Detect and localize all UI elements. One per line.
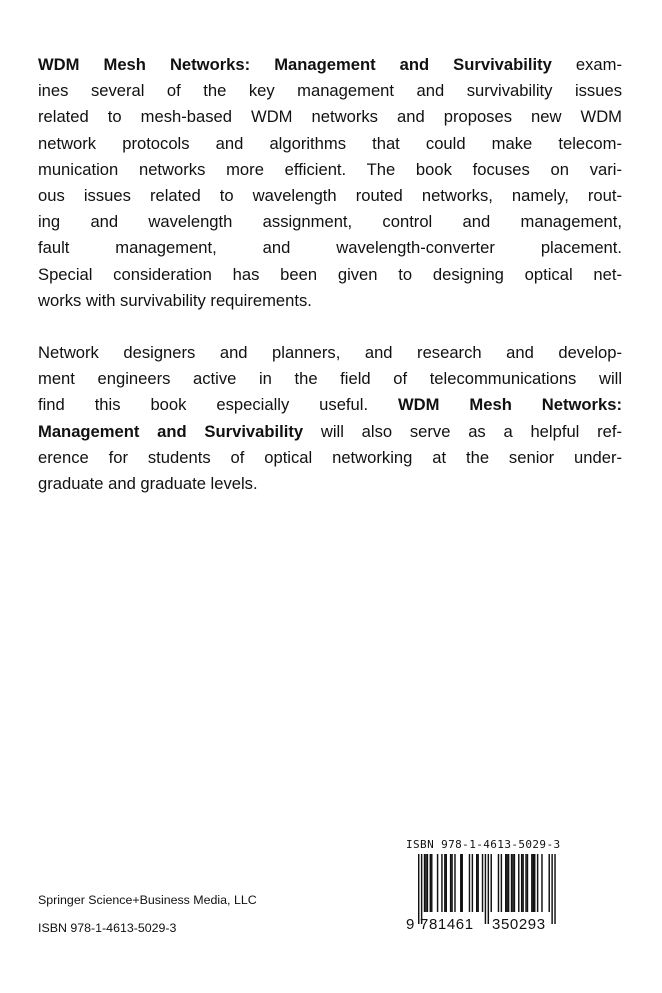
barcode-bar <box>446 854 447 912</box>
blurb-line: fault management, and wavelength-converter placement. <box>38 238 622 258</box>
blurb-line: find this book especially useful. WDM Mesh Networks: <box>38 395 622 415</box>
blurb-line: graduate and graduate levels. <box>38 474 258 494</box>
barcode-bar <box>534 854 535 912</box>
barcode-bar <box>462 854 463 912</box>
blurb-line: Network designers and planners, and research and develop- <box>38 343 622 363</box>
blurb-line: erence for students of optical networking at the senior under- <box>38 447 622 467</box>
barcode-bar <box>551 854 552 924</box>
barcode-bar <box>537 854 538 912</box>
back-cover-blurb <box>38 52 622 497</box>
barcode-bar <box>511 854 512 912</box>
barcode-bar <box>518 854 519 912</box>
book-title-bold: WDM Mesh Networks: <box>398 395 622 415</box>
barcode-bar <box>512 854 513 912</box>
barcode-bar <box>460 854 461 912</box>
barcode-bar <box>541 854 542 912</box>
barcode-bar <box>514 854 515 912</box>
blurb-line: ing and wavelength assignment, control and management, <box>38 212 622 232</box>
barcode-bar <box>482 854 483 912</box>
blurb-line: Special consideration has been given to designing optical net- <box>38 264 622 284</box>
barcode-digits-right: 350293 <box>492 916 546 933</box>
barcode-bar <box>498 854 499 912</box>
blurb-line: ous issues related to wavelength routed networks, namely, rout- <box>38 186 622 206</box>
publisher-name: Springer Science+Business Media, LLC <box>38 893 257 907</box>
isbn-text: ISBN 978-1-4613-5029-3 <box>38 921 177 935</box>
barcode-bar <box>549 854 550 912</box>
barcode-bar <box>451 854 452 912</box>
blurb-line: ines several of the key management and survivability issues <box>38 81 622 101</box>
blurb-paragraph-1 <box>38 52 622 314</box>
barcode-bar <box>491 854 492 912</box>
barcode-bar <box>522 854 523 912</box>
barcode-bar <box>505 854 506 912</box>
barcode-bar <box>525 854 526 912</box>
blurb-line: network protocols and algorithms that could make telecom- <box>38 133 622 153</box>
blurb-line: munication networks more efficient. The book focuses on vari- <box>38 159 622 179</box>
barcode-bar <box>554 854 555 924</box>
barcode-bar <box>425 854 426 912</box>
barcode-isbn-label: ISBN 978-1-4613-5029-3 <box>406 838 561 851</box>
blurb-line: ment engineers active in the field of telecommunications will <box>38 369 622 389</box>
barcode-bar <box>476 854 477 912</box>
barcode-bar <box>427 854 428 912</box>
book-title-bold: Management and Survivability <box>38 421 304 441</box>
barcode-bar <box>469 854 470 912</box>
blurb-paragraph-2 <box>38 340 622 497</box>
barcode-block <box>406 838 566 938</box>
barcode-bar <box>501 854 502 912</box>
blurb-line: WDM Mesh Networks: Management and Survivability exam- <box>38 55 623 74</box>
barcode-bar <box>444 854 445 912</box>
barcode-bar <box>431 854 432 912</box>
barcode-bar <box>527 854 528 912</box>
barcode-bar <box>424 854 425 912</box>
barcode-bar <box>488 854 489 924</box>
barcode-bar <box>472 854 473 912</box>
barcode-bar <box>521 854 522 912</box>
barcode-bar <box>477 854 478 912</box>
barcode-bar <box>533 854 534 912</box>
barcode-bar <box>441 854 442 912</box>
barcode-bar <box>485 854 486 924</box>
barcode-bar <box>506 854 507 912</box>
blurb-line: related to mesh-based WDM networks and proposes new WDM <box>38 107 622 127</box>
barcode-bar <box>437 854 438 912</box>
barcode-bar <box>421 854 422 924</box>
barcode-bar <box>430 854 431 912</box>
barcode-bar <box>531 854 532 912</box>
blurb-line: Management and Survivability will also serve as a helpful ref- <box>38 421 622 441</box>
book-title-bold: WDM Mesh Networks: Management and Survivability <box>38 55 552 74</box>
blurb-line: works with survivability requirements. <box>38 290 312 310</box>
barcode-digits-left: 781461 <box>420 916 474 933</box>
barcode-digit-first: 9 <box>406 916 415 933</box>
barcode-bar <box>454 854 455 912</box>
barcode-bar <box>508 854 509 912</box>
barcode-bar <box>450 854 451 912</box>
barcode-bar <box>418 854 419 924</box>
